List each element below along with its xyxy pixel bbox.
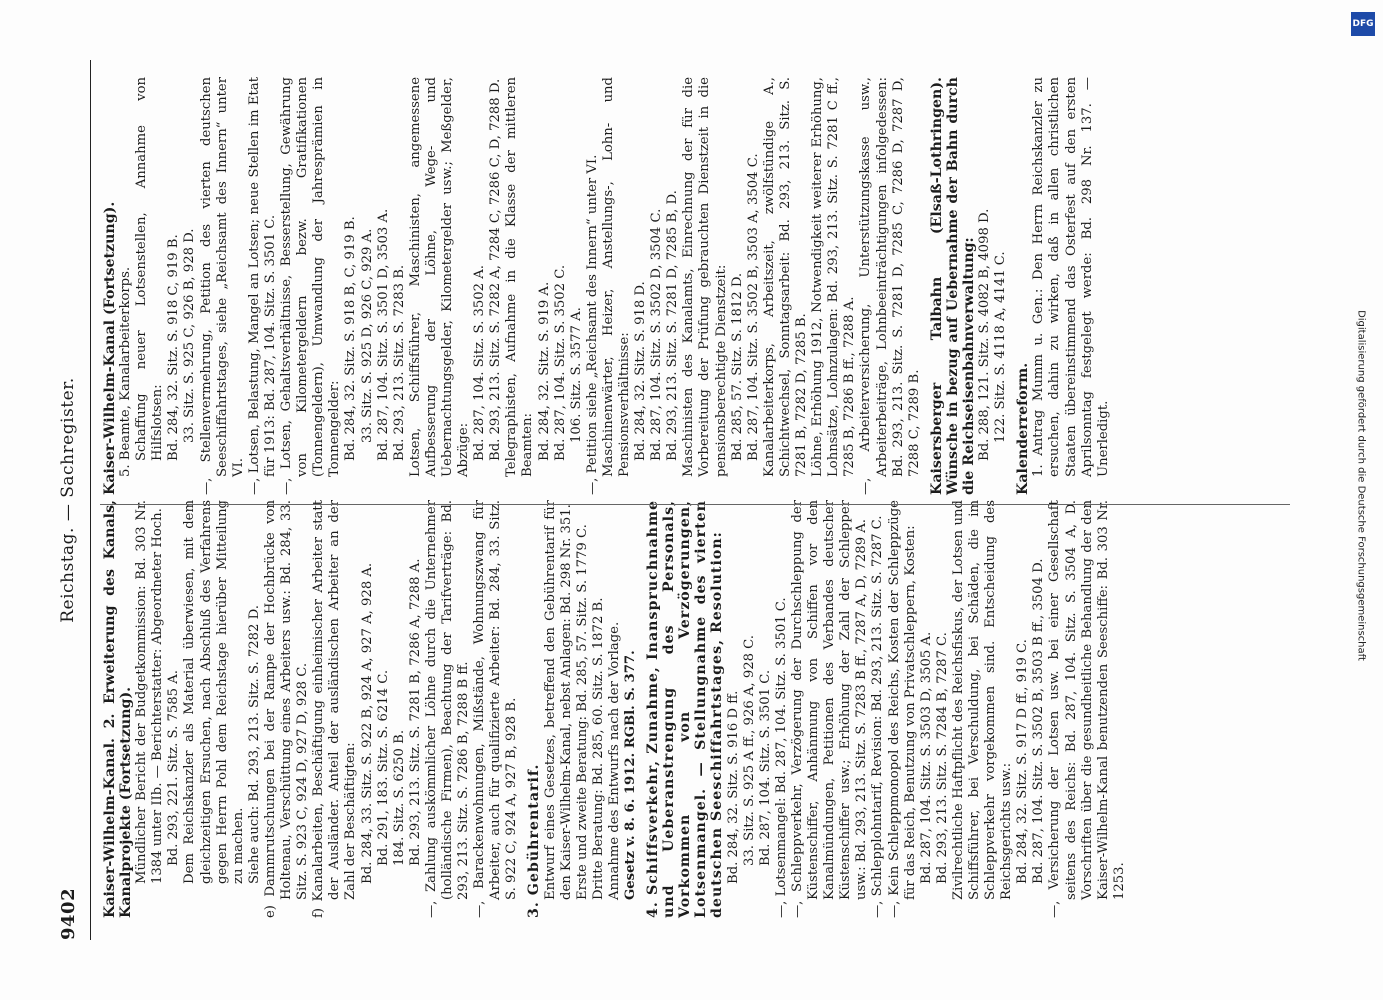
left-entry: 3. Gebührentarif. (526, 763, 543, 918)
left-entry: Bd. 284, 32. Sitz. S. 917 D ff., 919 C. (1015, 639, 1031, 884)
funding-text: Digitalisierung gefördert durch die Deutsche Forschungsgemeinschaft (1355, 310, 1367, 661)
right-entry: Bd. 293, 213. Sitz. S. 7283 B. (391, 264, 407, 461)
left-entry: —, Schlepplohntarif, Revision: Bd. 293, 213. Sitz. S. 7287 C. (870, 515, 886, 918)
right-entry: Bd. 293, 213. Sitz. S. 7282 A, 7284 C, 7286 C, D, 7288 D. (488, 78, 504, 461)
right-entry: 33. Sitz. S. 925 D, 926 C, 929 A. (359, 228, 375, 443)
left-entry: Entwurf eines Gesetzes, betreffend den Gebührentarif für den Kaiser-Wilhelm-Kanal, nebst Anlagen: Bd. 298 Nr. 351. (542, 500, 574, 900)
right-entry: 106. Sitz. S. 3577 A. (568, 307, 584, 443)
dfg-logo: DFG (1351, 12, 1375, 36)
left-entry: f) Kanalarbeiten, Beschäftigung einheimischer Arbeiter statt der Ausländer. Anteil der ausländischen Arbeiter an der Zahl der Beschäftigten: (311, 500, 359, 918)
left-entry: —, Barackenwohnungen, Mißstände, Wohnungszwang für Arbeiter, auch für qualifizierte Arbeiter: Bd. 284, 33. Sitz. S. 922 C, 924 A, 927 B, 928 B. (472, 500, 520, 918)
right-entry: —, Petition siehe „Reichsamt des Innern“ unter VI. (584, 154, 600, 495)
left-entry: Bd. 284, 33. Sitz. S. 922 B, 924 A, 927 A, 928 A. (359, 562, 375, 884)
left-entry: Dem Reichskanzler als Material überwiesen, mit dem gleichzeitigen Ersuchen, nach Abschluß des Verfahrens gegen Herrn Pohl dem Reichstage hierüber Mitteilung zu machen. (182, 500, 246, 884)
right-entry: Kanalarbeiterkorps, Arbeitszeit, zwölfstündige A., Schichtwechsel, Sonntagsarbeit: Bd. 293, 213. Sitz. S. 7281 B, 7282 D, 7285 B. (761, 77, 810, 477)
left-entry: Kaiser-Wilhelm-Kanal. 2. Erweiterung des Kanals, Kanalprojekte (Fortsetzung). (102, 500, 135, 918)
right-entry: Bd. 287, 104. Sitz. S. 3502 C. (552, 264, 568, 461)
right-entry: Bd. 284, 32. Sitz. S. 918 D. (633, 281, 649, 461)
left-entry: Annahme des Entwurfs nach der Vorlage. (606, 621, 622, 900)
left-entry: Bd. 287, 104. Sitz. S. 3501 C. (757, 669, 773, 866)
left-entry: —, Schleppverkehr, Verzögerung der Durchschleppung der Küstenschiffer, Anhänmung von Schiffen vor den Kanalmündungen, Petitionen des Verbandes deutscher Küstenschiffer usw.; Erhöhung der Zahl der Schlepper usw.: Bd. 293, 213. Sitz. S. 7283 B ff., 7287 A, D, 7289 A. (789, 500, 870, 918)
column-divider (100, 504, 1290, 505)
left-entry: 33. Sitz. S. 925 A ff., 926 A, 928 C. (741, 635, 757, 866)
left-entry: —, Kein Schleppmonopol des Reichs, Kosten der Schleppzüge für das Reich, Benutzung von Privatschleppern, Kosten: (886, 500, 918, 918)
left-entry: —, Versicherung der Lotsen usw. bei einer Gesellschaft seitens des Reichs: Bd. 287, 104. Sitz. S. 3504 A, D. Vorschriften über die gesundheitliche Behandlung der den Kaiser-Wilhelm-Kanal benutzenden Seeschiffe: Bd. 303 Nr. 1253. (1047, 500, 1127, 918)
left-entry: Siehe auch: Bd. 293, 213. Sitz. S. 7282 D. (246, 605, 262, 884)
right-entry: 122. Sitz. S. 4118 A, 4141 C. (993, 251, 1009, 443)
left-entry: —, Zahlung auskömmlicher Löhne durch die Unternehmer (holländische Firmen), Beachtung der Tarifverträge: Bd. 293, 213. Sitz. S. 7286 B, 7288 B ff. (423, 500, 472, 918)
right-entry: Kalenderreform. (1015, 362, 1032, 495)
right-entry: 5. Beamte, Kanalarbeiterkorps. (118, 266, 134, 477)
right-entry: Maschinisten des Kanalamts, Einrechnung der für die Vorbereitung der Prüfung gebrauchten Dienstzeit in die pensionsberechtigte Dienstzeit: (681, 77, 729, 477)
left-entry: 184. Sitz. S. 6250 B. (391, 729, 407, 866)
right-entry: Maschinenwärter, Heizer, Anstellungs-, Lohn- und Pensionsverhältnisse: (600, 77, 632, 477)
left-entry: Bd. 284, 32. Sitz. S. 916 D ff. (725, 690, 741, 884)
right-entry: Bd. 293, 213. Sitz. S. 7281 D, 7285 B, D. (665, 190, 681, 461)
left-entry: Bd. 291, 183. Sitz. S. 6214 C. (375, 669, 391, 866)
left-entry: Bd. 293, 213. Sitz. S. 7284 B, 7287 C. (934, 632, 950, 884)
right-entry: —, Lotsen, Belastung, Mangel an Lotsen; neue Stellen im Etat für 1913: Bd. 287, 104. Sitz. S. 3501 C. (246, 77, 278, 495)
right-entry: —, Stellenvermehrung, Petition des vierten deutschen Seeschiffahrtstages, siehe „Reichsamt des Innern“ unter VI. (198, 77, 246, 495)
left-entry: —, Lotsenmangel: Bd. 287, 104. Sitz. S. 3501 C. (773, 597, 789, 918)
left-entry: e) Dammrutschungen bei der Rampe der Hochbrücke von Holtenau, Verschüttung eines Arbeiters usw.: Bd. 284, 33. Sitz. S. 923 C, 924 D, 927 D, 928 C. (262, 500, 311, 918)
right-entry: Bd. 287, 104. Sitz. S. 3502 A. (472, 265, 488, 461)
right-entry: Bd. 284, 32. Sitz. S. 918 B, C, 919 B. (343, 216, 359, 461)
page-header (52, 60, 92, 940)
right-entry: —, Arbeiterversicherung, Unterstützungskasse usw., Arbeiterbeiträge, Lohnbeeinträchtigungen infolgedessen: Bd. 293, 213. Sitz. S. 7281 D, 7285 C, 7286 D, 7287 D, 7288 C, 7289 B. (858, 77, 922, 495)
right-entry: Bd. 288, 121. Sitz. S. 4082 B, 4098 D. (977, 208, 993, 461)
header-rule (90, 60, 91, 940)
right-entry: Löhne, Erhöhung 1912, Notwendigkeit weiterer Erhöhung, Lohnsätze, Lohnzulagen: Bd. 293, 213. Sitz. S. 7281 C ff., 7285 B, 7286 B ff., 7288 A. (810, 77, 858, 477)
page-number: 9402 (58, 887, 79, 940)
left-entry: Erste und zweite Beratung: Bd. 285, 57. Sitz. S. 1779 C. (574, 524, 590, 900)
right-entry: Kaisersberger Talbahn (Elsaß-Lothringen). Wünsche in bezug auf Uebernahme der Bahn durch die Reichseisenbahnverwaltung: (928, 77, 977, 495)
right-entry: Bd. 287, 104. Sitz. S. 3501 D, 3503 A. (375, 208, 391, 461)
right-entry: Kaiser-Wilhelm-Kanal (Fortsetzung). (102, 201, 118, 495)
right-column (96, 77, 1112, 495)
left-entry: Bd. 293, 221. Sitz. S. 7585 A. (166, 670, 182, 866)
left-entry: Bd. 287, 104. Sitz. S. 3502 B, 3503 B ff., 3504 D. (1031, 558, 1047, 884)
right-entry: Bd. 284, 32. Sitz. S. 919 A. (536, 281, 552, 461)
right-entry: Telegraphisten, Aufnahme in die Klasse der mittleren Beamten: (504, 77, 536, 477)
left-column (96, 500, 1128, 918)
left-entry: Bd. 293, 213. Sitz. S. 7281 B, 7286 A, 7288 A. (407, 558, 423, 866)
left-entry: Zivilrechtliche Haftpflicht des Reichsfiskus, der Lotsen und Schiffsführer, bei Verschuldung, bei Schäden, die im Schleppverkehr vorgekommen sind. Entscheidung des Reichsgerichts usw.: (950, 500, 1015, 900)
left-entry: Mündlicher Bericht der Budgetkommission: Bd. 303 Nr. 1384 unter IIb. — Berichterstatter: Abgeordneter Hoch. (134, 500, 166, 884)
right-entry: Schaffung neuer Lotsenstellen, Annahme von Hilfslotsen: (134, 77, 166, 461)
left-entry: Bd. 287, 104. Sitz. S. 3503 D, 3505 A. (918, 631, 934, 884)
right-entry: Bd. 285, 57. Sitz. S. 1812 D. (729, 272, 745, 461)
right-entry: 1. Antrag Mumm u. Gen.: Den Herrn Reichskanzler zu ersuchen, dahin zu wirken, daß in allen christlichen Staaten übereinstimmend das Osterfest auf den ersten Aprilsonntag festgelegt werde: Bd. 298 Nr. 137. — Unerledigt. (1031, 77, 1111, 477)
left-entry: Dritte Beratung: Bd. 285, 60. Sitz. S. 1872 B. (590, 597, 606, 900)
right-entry: Bd. 287, 104. Sitz. S. 3502 B, 3503 A, 3504 C. (745, 153, 761, 461)
left-entry: 4. Schiffsverkehr, Zunahme, Inanspruchnahme und Ueberanstrengung des Personals, Vorkommen von Verzögerungen, Lotsenmangel. — Stellungnahme des vierten deutschen Seeschiffahrtstages, Resolution: (645, 500, 726, 918)
right-entry: Lotsen, Schiffsführer, Maschinisten, angemessene Aufbesserung der Löhne, Wege- und Uebernachtungsgelder, Kilometergelder usw.; Meßgelder, Abzüge: (407, 77, 472, 477)
right-entry: 33. Sitz. S. 925 C, 926 B, 928 D. (182, 228, 198, 443)
funding-sidenote (1351, 12, 1375, 972)
left-entry: Gesetz v. 8. 6. 1912. RGBl. S. 377. (623, 650, 638, 900)
right-entry: —, Lotsen, Gehaltsverhältnisse, Besserstellung, Gewährung von Kilometergeldern bezw. Gratifikationen (Tonnengeldern), Umwandlung der Jahresprämien in Tonnengelder: (279, 77, 343, 495)
right-entry: Bd. 287, 104. Sitz. S. 3502 D, 3504 C. (649, 208, 665, 461)
right-entry: Bd. 284, 32. Sitz. S. 918 C, 919 B. (166, 234, 182, 461)
running-title: Reichstag. — Sachregister. (58, 377, 78, 623)
